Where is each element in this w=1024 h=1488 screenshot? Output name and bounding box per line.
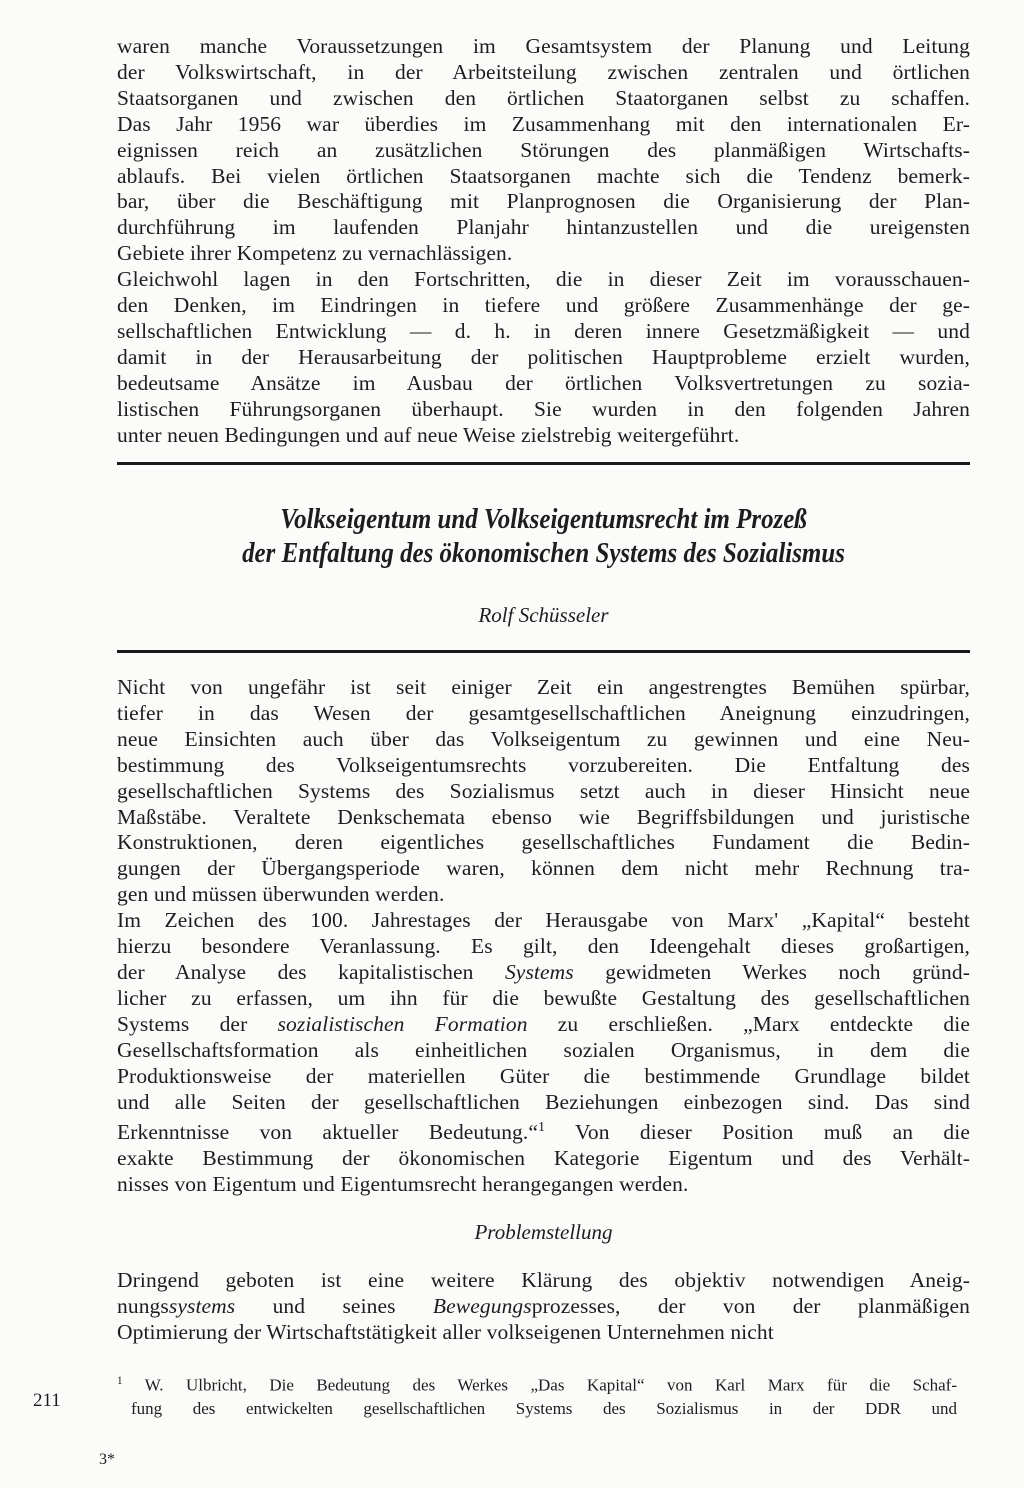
text-line: Gleichwohl lagen in den Fortschritten, die in dieser Zeit im vorausschauen- bbox=[117, 267, 970, 292]
text-line: licher zu erfassen, um ihn für die bewußte Gestaltung des gesellschaftlichen bbox=[117, 985, 970, 1010]
page-number: 211 bbox=[33, 1390, 61, 1411]
text-line: Gebiete ihrer Kompetenz zu vernachlässigen. bbox=[117, 241, 513, 266]
continuation-text bbox=[117, 34, 970, 449]
text-line: listischen Führungsorganen überhaupt. Sie wurden in den folgenden Jahren bbox=[117, 396, 970, 421]
text-line: Im Zeichen des 100. Jahrestages der Herausgabe von Marx' „Kapital“ besteht bbox=[117, 908, 970, 933]
text-line: Nicht von ungefähr ist seit einiger Zeit ein angestrengtes Bemühen spürbar, bbox=[117, 675, 970, 699]
article-title-line-1: Volkseigentum und Volkseigentumsrecht im Prozeß bbox=[280, 503, 807, 535]
section-divider-top bbox=[117, 462, 970, 465]
section-text bbox=[117, 1268, 970, 1346]
text-line: bar, über die Beschäftigung mit Planprognosen die Organisierung der Plan- bbox=[117, 189, 970, 214]
text-line: der Analyse des kapitalistischen Systems gewidmeten Werkes noch gründ- bbox=[117, 959, 970, 984]
text-line: eignissen reich an zusätzlichen Störungen des planmäßigen Wirtschafts- bbox=[117, 137, 970, 162]
footnote-line: $^1$ W. Ulbricht, Die Bedeutung des Werkes „Das Kapital“ von Karl Marx für die Schaf- bbox=[117, 1375, 957, 1395]
text-line: exakte Bestimmung der ökonomischen Kategorie Eigentum und des Verhält- bbox=[117, 1146, 970, 1171]
text-line: damit in der Herausarbeitung der politischen Hauptprobleme erzielt wurden, bbox=[117, 344, 970, 369]
section-heading: Problemstellung bbox=[474, 1220, 613, 1244]
text-line: Produktionsweise der materiellen Güter die bestimmende Grundlage bildet bbox=[117, 1063, 970, 1088]
text-line: Konstruktionen, deren eigentliches gesellschaftliches Fundament die Bedin- bbox=[117, 830, 970, 855]
text-line: Optimierung der Wirtschaftstätigkeit aller volkseigenen Unternehmen nicht bbox=[117, 1319, 774, 1344]
text-line: gungen der Übergangsperiode waren, können dem nicht mehr Rechnung tra- bbox=[117, 856, 970, 881]
text-line: und alle Seiten der gesellschaftlichen Beziehungen einbezogen sind. Das sind bbox=[117, 1089, 970, 1114]
text-line: gesellschaftlichen Systems des Sozialismus setzt auch in dieser Hinsicht neue bbox=[117, 778, 970, 803]
section-paragraph-1 bbox=[117, 1268, 970, 1346]
text-line: Systems der sozialistischen Formation zu erschließen. „Marx entdeckte die bbox=[117, 1011, 970, 1036]
text-line: bedeutsame Ansätze im Ausbau der örtlichen Volksvertretungen zu sozia- bbox=[117, 370, 970, 395]
article-author: Rolf Schüsseler bbox=[478, 603, 609, 627]
text-line: Erkenntnisse von aktueller Bedeutung.“$^1$ Von dieser Position muß an die bbox=[117, 1120, 970, 1145]
text-line: Dringend geboten ist eine weitere Klärung des objektiv notwendigen Aneig- bbox=[117, 1268, 970, 1292]
text-line: Das Jahr 1956 war überdies im Zusammenhang mit den internationalen Er- bbox=[117, 111, 970, 136]
signature-mark: 3* bbox=[99, 1451, 115, 1468]
text-line: durchführung im laufenden Planjahr hintanzustellen und die ureigensten bbox=[117, 215, 970, 240]
intro-paragraph-1 bbox=[117, 675, 970, 908]
text-line: gen und müssen überwunden werden. bbox=[117, 882, 445, 907]
article-title-line-2: der Entfaltung des ökonomischen Systems des Sozialismus bbox=[242, 537, 845, 569]
footnote bbox=[117, 1370, 957, 1420]
footnote-line: fung des entwickelten gesellschaftlichen Systems des Sozialismus in der DDR und bbox=[131, 1398, 957, 1418]
continuation-paragraph-2 bbox=[117, 267, 970, 448]
text-line: ablaufs. Bei vielen örtlichen Staatsorganen machte sich die Tendenz bemerk- bbox=[117, 163, 970, 188]
text-line: nisses von Eigentum und Eigentumsrecht herangegangen werden. bbox=[117, 1172, 689, 1197]
text-line: sellschaftlichen Entwicklung — d. h. in deren innere Gesetzmäßigkeit — und bbox=[117, 318, 970, 343]
section-divider-bottom bbox=[117, 650, 970, 653]
text-line: tiefer in das Wesen der gesamtgesellschaftlichen Aneignung einzudringen, bbox=[117, 700, 970, 725]
text-line: Gesellschaftsformation als einheitlichen sozialen Organismus, in dem die bbox=[117, 1037, 970, 1062]
text-line: bestimmung des Volkseigentumsrechts vorzubereiten. Die Entfaltung des bbox=[117, 752, 970, 777]
intro-paragraph-2 bbox=[117, 908, 970, 1198]
text-line: unter neuen Bedingungen und auf neue Weise zielstrebig weitergeführt. bbox=[117, 422, 740, 447]
text-line: hierzu besondere Veranlassung. Es gilt, den Ideengehalt dieses großartigen, bbox=[117, 934, 970, 959]
article-intro bbox=[117, 675, 970, 1198]
text-line: nungssystems und seines Bewegungsprozesses, der von der planmäßigen bbox=[117, 1293, 970, 1318]
text-line: den Denken, im Eindringen in tiefere und größere Zusammenhänge der ge- bbox=[117, 293, 970, 318]
text-line: der Volkswirtschaft, in der Arbeitsteilung zwischen zentralen und örtlichen bbox=[117, 59, 970, 84]
text-line: waren manche Voraussetzungen im Gesamtsystem der Planung und Leitung bbox=[117, 34, 970, 58]
continuation-paragraph-1 bbox=[117, 34, 970, 267]
text-line: Staatsorganen und zwischen den örtlichen Staatorganen selbst zu schaffen. bbox=[117, 85, 970, 110]
text-line: neue Einsichten auch über das Volkseigentum zu gewinnen und eine Neu- bbox=[117, 726, 970, 751]
text-line: Maßstäbe. Veraltete Denkschemata ebenso wie Begriffsbildungen und juristische bbox=[117, 804, 970, 829]
